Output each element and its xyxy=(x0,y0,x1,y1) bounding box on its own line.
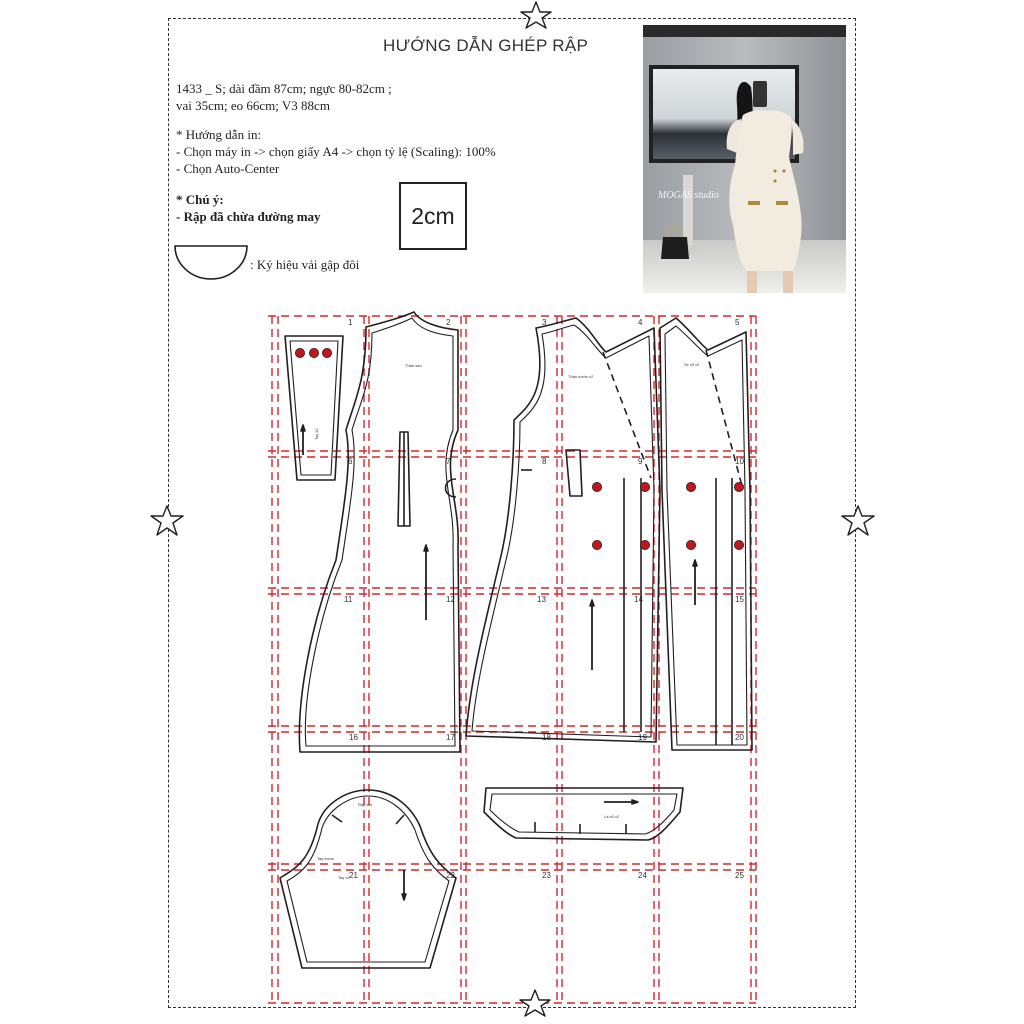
tile-number: 10 xyxy=(735,457,744,466)
tile-number: 19 xyxy=(638,733,647,742)
tile-number: 22 xyxy=(446,871,455,880)
sleeve-piece xyxy=(280,790,456,968)
fold-symbol-label: : Ký hiệu vải gập đôi xyxy=(250,257,360,272)
button-marker xyxy=(686,540,695,549)
alignment-star-icon xyxy=(842,506,874,535)
piece-label: Ve cổ x2 xyxy=(684,362,700,367)
print-heading: * Hướng dẫn in: xyxy=(176,127,262,142)
piece-label: Thân trước x2 xyxy=(568,374,594,379)
back-bodice-piece xyxy=(299,312,460,752)
button-marker xyxy=(686,482,695,491)
piece-label: Rập tán xyxy=(358,802,373,807)
tile-number: 4 xyxy=(638,318,643,327)
note-text: - Rập đã chừa đường may xyxy=(176,209,321,224)
tile-number: 18 xyxy=(542,733,551,742)
note-heading: * Chú ý: xyxy=(176,192,224,207)
tile-number: 17 xyxy=(446,733,455,742)
button-marker xyxy=(640,540,649,549)
alignment-star-icon xyxy=(520,990,550,1016)
photo-caption: MOGAS studio xyxy=(658,190,719,201)
tile-number: 5 xyxy=(735,318,740,327)
tile-number: 2 xyxy=(446,318,451,327)
front-bodice-piece xyxy=(466,318,660,742)
size-spec-line-2: vai 35cm; eo 66cm; V3 88cm xyxy=(176,98,330,113)
size-spec-line-1: 1433 _ S; dài đầm 87cm; ngực 80-82cm ; xyxy=(176,81,392,96)
tile-number: 11 xyxy=(344,595,353,604)
button-marker xyxy=(734,540,743,549)
button-marker xyxy=(640,482,649,491)
tile-number: 20 xyxy=(735,733,744,742)
tile-number: 12 xyxy=(446,595,455,604)
print-step-1: - Chọn máy in -> chọn giấy A4 -> chọn tỷ lệ (Scaling): 100% xyxy=(176,144,496,159)
button-marker xyxy=(592,540,601,549)
alignment-star-icon xyxy=(151,506,183,535)
tile-number: 9 xyxy=(638,457,643,466)
piece-label: Tay x2 xyxy=(338,875,350,880)
print-step-2: - Chọn Auto-Center xyxy=(176,161,280,176)
tile-number: 7 xyxy=(446,457,451,466)
scale-label: 2cm xyxy=(411,202,455,229)
tile-number: 15 xyxy=(735,595,744,604)
piece-label: Lá cổ x2 xyxy=(604,814,620,819)
tile-number: 25 xyxy=(735,871,744,880)
tile-number: 13 xyxy=(537,595,546,604)
tile-grid xyxy=(268,316,756,1003)
alignment-star-icon xyxy=(521,2,551,28)
tile-number: 6 xyxy=(348,457,353,466)
button-marker xyxy=(309,348,318,357)
piece-label: Tay x2 xyxy=(314,428,319,440)
piece-label: Tay trước xyxy=(317,856,335,861)
tile-number: 14 xyxy=(634,595,643,604)
page-title: HƯỚNG DẪN GHÉP RẬP xyxy=(383,36,589,55)
tile-number: 21 xyxy=(349,871,358,880)
tile-number: 24 xyxy=(638,871,647,880)
tile-number: 23 xyxy=(542,871,551,880)
tile-number: 16 xyxy=(349,733,358,742)
piece-label: Thân sau xyxy=(405,363,422,368)
tile-number: 1 xyxy=(348,318,353,327)
front-facing-piece xyxy=(660,318,752,750)
tile-number: 3 xyxy=(542,318,547,327)
button-marker xyxy=(734,482,743,491)
tile-numbers xyxy=(344,318,744,880)
collar-piece xyxy=(484,788,683,840)
tile-number: 8 xyxy=(542,457,547,466)
button-marker xyxy=(322,348,331,357)
button-marker xyxy=(592,482,601,491)
button-marker xyxy=(295,348,304,357)
